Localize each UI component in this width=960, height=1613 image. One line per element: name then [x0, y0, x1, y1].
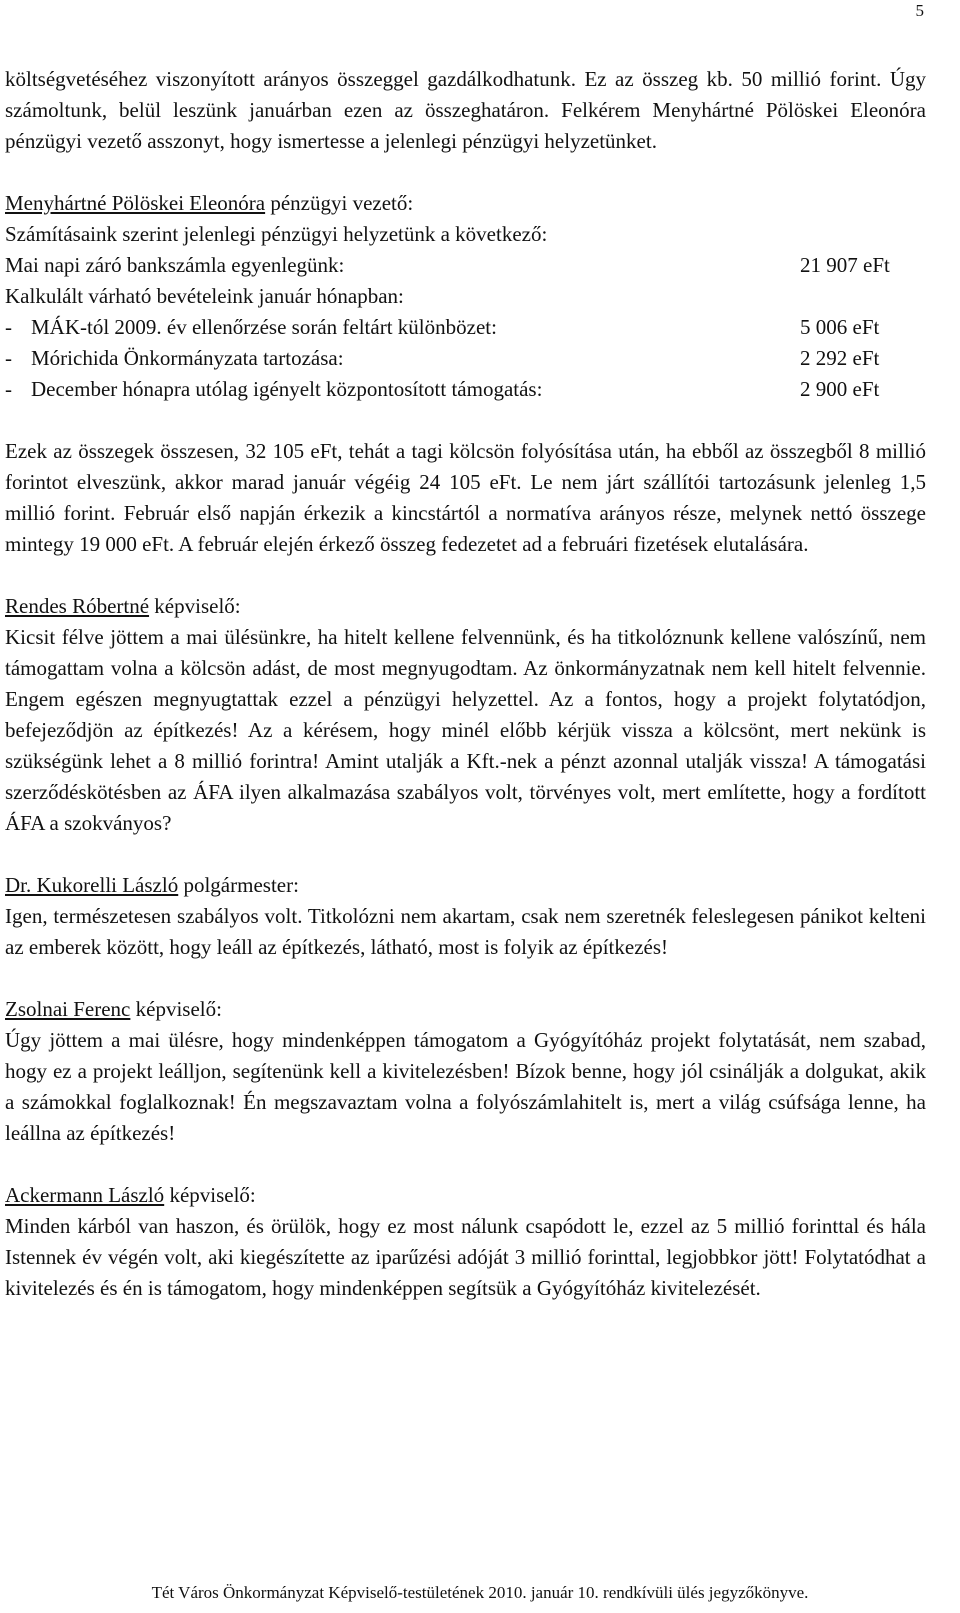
balance-value: 21 907 eFt: [800, 253, 890, 277]
kukorelli-paragraph: Igen, természetesen szabályos volt. Titkolózni nem akartam, csak nem szeretnék feleslegesen pánikot kelteni az emberek között, hogy leáll az építkezés, látható, most is folyik az építkezés!: [5, 904, 926, 959]
speaker-line-rendes: [5, 591, 926, 622]
speaker-line-kukorelli: [5, 870, 926, 901]
income-item-dash: -: [5, 315, 12, 339]
speaker-name-rendes: Rendes Róbertné: [5, 594, 150, 618]
income-item: [5, 343, 926, 374]
speaker-name-ackermann: Ackermann László: [5, 1183, 165, 1207]
income-item-value: 5 006 eFt: [800, 315, 880, 339]
speaker-role-ackermann: képviselő:: [164, 1183, 256, 1207]
page-footer: Tét Város Önkormányzat Képviselő-testületének 2010. január 10. rendkívüli ülés jegyzőkönyve.: [151, 1583, 809, 1602]
speaker-role-finance: pénzügyi vezető:: [265, 191, 414, 215]
zsolnai-paragraph: Úgy jöttem a mai ülésre, hogy mindenképpen támogatom a Gyógyítóház projekt folytatását, nem szabad, hogy ez a projekt leálljon, segítenünk kell a kivitelezésben! Bízok benne, hogy jól csinálják a dolgukat, akik a számokkal foglalkoznak! Én megszavaztam volna a folyószámlahitelt is, mert a világ csúfsága lenne, ha leállna az építkezés!: [5, 1028, 926, 1145]
rendes-paragraph: Kicsit félve jöttem a mai ülésünkre, ha hitelt kellene felvennünk, és ha titkolóznunk kellene valószínű, nem támogattam volna a kölcsön adást, de most megnyugodtam. Az önkormányzatnak nem kell hitelt felvennie. Engem egészen megnyugtattak ezzel a pénzügyi helyzettel. Az a fontos, hogy a projekt folytatódjon, befejeződjön az építkezés! Az a kérésem, hogy minél előbb kérjük vissza a kölcsönt, mert nekünk is szükségünk lehet a 8 millió forintra! Amint utalják a Kft.-nek a pénzt azonnal utalják vissza! A támogatási szerződéskötésben az ÁFA ilyen alkalmazása szabályos volt, törvényes volt, mert említette, hogy a fordított ÁFA a szokványos?: [5, 625, 926, 835]
income-item-label: December hónapra utólag igényelt központosított támogatás:: [31, 377, 543, 401]
income-item-label: MÁK-tól 2009. év ellenőrzése során feltárt különbözet:: [31, 315, 497, 339]
speaker-line-finance: [5, 188, 926, 219]
balance-row: [5, 250, 926, 281]
income-item: [5, 374, 926, 405]
finance-section: [5, 188, 926, 560]
intro-paragraph: költségvetéséhez viszonyított arányos összeggel gazdálkodhatunk. Ez az összeg kb. 50 millió forint. Úgy számoltunk, belül leszünk januárban ezen az összeghatáron. Felkérem Menyhártné Pölöskei Eleonóra pénzügyi vezető asszonyt, hogy ismertesse a jelenlegi pénzügyi helyzetünket.: [5, 67, 926, 153]
speaker-role-rendes: képviselő:: [149, 594, 241, 618]
speaker-line-zsolnai: [5, 994, 926, 1025]
income-item-value: 2 292 eFt: [800, 346, 880, 370]
ackermann-paragraph: Minden kárból van haszon, és örülök, hogy ez most nálunk csapódott le, ezzel az 5 millió forinttal és hála Istennek év végén volt, aki kiegészítette az iparűzési adóját 3 millió forinttal, legjobbkor jött! Folytatódhat a kivitelezés és én is támogatom, hogy mindenképpen segítsük a Gyógyítóház kivitelezését.: [5, 1214, 926, 1300]
income-item: [5, 312, 926, 343]
page-number: 5: [915, 1, 924, 20]
kukorelli-section: [5, 870, 926, 963]
speaker-name-zsolnai: Zsolnai Ferenc: [5, 997, 131, 1021]
ackermann-section: [5, 1180, 926, 1304]
speaker-role-zsolnai: képviselő:: [130, 997, 222, 1021]
income-item-dash: -: [5, 346, 12, 370]
balance-label: Mai napi záró bankszámla egyenlegünk:: [5, 253, 345, 277]
document-body: [5, 64, 926, 1304]
income-item-dash: -: [5, 377, 12, 401]
income-item-value: 2 900 eFt: [800, 377, 880, 401]
income-label: Kalkulált várható bevételeink január hónapban:: [5, 284, 404, 308]
speaker-name-kukorelli: Dr. Kukorelli László: [5, 873, 179, 897]
zsolnai-section: [5, 994, 926, 1149]
finance-intro-line: Számításaink szerint jelenlegi pénzügyi helyzetünk a következő:: [5, 222, 548, 246]
speaker-role-kukorelli: polgármester:: [178, 873, 299, 897]
speaker-name-finance: Menyhártné Pölöskei Eleonóra: [5, 191, 266, 215]
rendes-section: [5, 591, 926, 839]
finance-summary-paragraph: Ezek az összegek összesen, 32 105 eFt, tehát a tagi kölcsön folyósítása után, ha ebből az összegből 8 millió forintot elveszünk, akkor marad január végéig 24 105 eFt. Le nem járt szállítói tartozásunk jelenleg 1,5 millió forint. Február első napján érkezik a kincstártól a normatíva arányos része, melynek nettó összege mintegy 19 000 eFt. A február elején érkező összeg fedezetet ad a februári fizetések elutalására.: [5, 439, 926, 556]
speaker-line-ackermann: [5, 1180, 926, 1211]
income-item-label: Mórichida Önkormányzata tartozása:: [31, 346, 344, 370]
